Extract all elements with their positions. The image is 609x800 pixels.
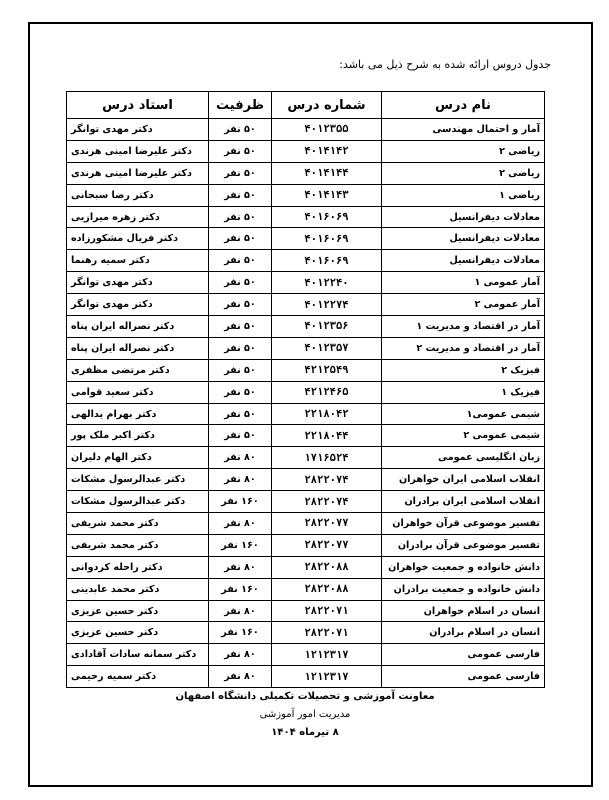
course-code: ۴۰۱۲۳۵۷: [272, 337, 382, 359]
course-name: انقلاب اسلامی ایران برادران: [382, 491, 545, 513]
teacher-name: دکتر بهرام یدالهی: [67, 403, 209, 425]
table-row: [67, 403, 545, 425]
header-course: نام درس: [382, 92, 545, 119]
capacity: ۵۰ نفر: [209, 250, 272, 272]
teacher-name: دکتر علیرضا امینی هرندی: [67, 162, 209, 184]
table-row: [67, 491, 545, 513]
teacher-name: دکتر نصراله ایران پناه: [67, 316, 209, 338]
table-row: [67, 622, 545, 644]
teacher-name: دکتر حسین عزیزی: [67, 600, 209, 622]
table-row: [67, 250, 545, 272]
course-name: دانش خانواده و جمعیت خواهران: [382, 556, 545, 578]
capacity: ۵۰ نفر: [209, 228, 272, 250]
capacity: ۵۰ نفر: [209, 184, 272, 206]
course-code: ۴۰۱۶۰۶۹: [272, 250, 382, 272]
capacity: ۵۰ نفر: [209, 316, 272, 338]
intro-text: جدول دروس ارائه شده به شرح ذیل می باشد:: [339, 58, 551, 71]
teacher-name: دکتر زهره میرازیی: [67, 206, 209, 228]
capacity: ۸۰ نفر: [209, 447, 272, 469]
capacity: ۵۰ نفر: [209, 381, 272, 403]
course-name: دانش خانواده و جمعیت برادران: [382, 578, 545, 600]
course-name: شیمی عمومی۱: [382, 403, 545, 425]
table-row: [67, 316, 545, 338]
course-code: ۲۸۲۲۰۸۸: [272, 578, 382, 600]
course-name: معادلات دیفرانسیل: [382, 206, 545, 228]
course-code: ۴۰۱۶۰۶۹: [272, 228, 382, 250]
table-row: [67, 337, 545, 359]
table-row: [67, 600, 545, 622]
course-name: انسان در اسلام خواهران: [382, 600, 545, 622]
course-code: ۱۲۱۲۳۱۷: [272, 644, 382, 666]
table-body: [67, 119, 545, 688]
teacher-name: دکتر سمیه رهنما: [67, 250, 209, 272]
course-code: ۴۲۱۲۴۶۵: [272, 381, 382, 403]
footer: [66, 688, 544, 742]
course-code: ۲۸۲۲۰۷۷: [272, 513, 382, 535]
teacher-name: دکتر مهدی توانگر: [67, 272, 209, 294]
course-code: ۴۲۱۲۵۴۹: [272, 359, 382, 381]
table-row: [67, 425, 545, 447]
table-row: [67, 119, 545, 141]
capacity: ۵۰ نفر: [209, 403, 272, 425]
capacity: ۱۶۰ نفر: [209, 534, 272, 556]
course-code: ۲۸۲۲۰۷۴: [272, 491, 382, 513]
capacity: ۱۶۰ نفر: [209, 491, 272, 513]
capacity: ۵۰ نفر: [209, 337, 272, 359]
course-name: آمار در اقتصاد و مدیریت ۱: [382, 316, 545, 338]
course-name: فیزیک ۲: [382, 359, 545, 381]
teacher-name: دکتر محمد شریفی: [67, 513, 209, 535]
teacher-name: دکتر عبدالرسول مشکات: [67, 469, 209, 491]
table-row: [67, 140, 545, 162]
table-row: [67, 666, 545, 688]
course-code: ۴۰۱۴۱۴۲: [272, 140, 382, 162]
teacher-name: دکتر حسین عزیزی: [67, 622, 209, 644]
teacher-name: دکتر سعید قوامی: [67, 381, 209, 403]
course-code: ۲۲۱۸۰۴۴: [272, 425, 382, 447]
capacity: ۵۰ نفر: [209, 162, 272, 184]
course-name: انقلاب اسلامی ایران خواهران: [382, 469, 545, 491]
capacity: ۵۰ نفر: [209, 140, 272, 162]
course-code: ۴۰۱۲۳۵۶: [272, 316, 382, 338]
course-name: فارسی عمومی: [382, 644, 545, 666]
course-name: فارسی عمومی: [382, 666, 545, 688]
course-name: انسان در اسلام برادران: [382, 622, 545, 644]
capacity: ۱۶۰ نفر: [209, 578, 272, 600]
course-name: معادلات دیفرانسیل: [382, 250, 545, 272]
table-row: [67, 644, 545, 666]
footer-date: ۸ تیرماه ۱۴۰۴: [271, 727, 339, 738]
table-row: [67, 272, 545, 294]
table-row: [67, 578, 545, 600]
course-code: ۲۸۲۲۰۷۱: [272, 600, 382, 622]
capacity: ۵۰ نفر: [209, 272, 272, 294]
capacity: ۱۶۰ نفر: [209, 622, 272, 644]
course-code: ۲۲۱۸۰۴۲: [272, 403, 382, 425]
teacher-name: دکتر مهدی توانگر: [67, 294, 209, 316]
course-name: آمار عمومی ۱: [382, 272, 545, 294]
table-header-row: [67, 92, 545, 119]
teacher-name: دکتر راحله کردوانی: [67, 556, 209, 578]
course-name: شیمی عمومی ۲: [382, 425, 545, 447]
course-name: تفسیر موضوعی قرآن برادران: [382, 534, 545, 556]
course-table: [66, 91, 545, 688]
course-code: ۴۰۱۲۳۵۵: [272, 119, 382, 141]
table-row: [67, 184, 545, 206]
course-name: فیزیک ۱: [382, 381, 545, 403]
capacity: ۵۰ نفر: [209, 359, 272, 381]
teacher-name: دکتر مهدی توانگر: [67, 119, 209, 141]
header-teacher: استاد درس: [67, 92, 209, 119]
capacity: ۸۰ نفر: [209, 644, 272, 666]
capacity: ۵۰ نفر: [209, 425, 272, 447]
course-name: ریاضی ۲: [382, 162, 545, 184]
teacher-name: دکتر نصراله ایران پناه: [67, 337, 209, 359]
table-row: [67, 534, 545, 556]
course-code: ۲۸۲۲۰۷۴: [272, 469, 382, 491]
table-row: [67, 359, 545, 381]
table-row: [67, 381, 545, 403]
header-capacity: ظرفیت: [209, 92, 272, 119]
table-row: [67, 556, 545, 578]
table-row: [67, 447, 545, 469]
capacity: ۸۰ نفر: [209, 469, 272, 491]
course-name: آمار در اقتصاد و مدیریت ۲: [382, 337, 545, 359]
header-code: شماره درس: [272, 92, 382, 119]
capacity: ۸۰ نفر: [209, 600, 272, 622]
course-code: ۴۰۱۲۲۴۰: [272, 272, 382, 294]
teacher-name: دکتر محمد عابدینی: [67, 578, 209, 600]
teacher-name: دکتر مرتضی مظفری: [67, 359, 209, 381]
course-name: ریاضی ۲: [382, 140, 545, 162]
capacity: ۵۰ نفر: [209, 294, 272, 316]
table-row: [67, 206, 545, 228]
course-code: ۴۰۱۴۱۴۳: [272, 184, 382, 206]
course-code: ۲۸۲۲۰۸۸: [272, 556, 382, 578]
table-row: [67, 228, 545, 250]
teacher-name: دکتر محمد شریفی: [67, 534, 209, 556]
table-row: [67, 162, 545, 184]
course-name: زبان انگلیسی عمومی: [382, 447, 545, 469]
teacher-name: دکتر عبدالرسول مشکات: [67, 491, 209, 513]
course-code: ۱۲۱۲۳۱۷: [272, 666, 382, 688]
course-code: ۲۸۲۲۰۷۱: [272, 622, 382, 644]
capacity: ۵۰ نفر: [209, 206, 272, 228]
course-name: آمار عمومی ۲: [382, 294, 545, 316]
teacher-name: دکتر سمیه رحیمی: [67, 666, 209, 688]
table-row: [67, 294, 545, 316]
teacher-name: دکتر رضا سبحانی: [67, 184, 209, 206]
course-name: تفسیر موضوعی قرآن خواهران: [382, 513, 545, 535]
course-name: معادلات دیفرانسیل: [382, 228, 545, 250]
footer-office: معاونت آموزشی و تحصیلات تکمیلی دانشگاه اصفهان: [175, 691, 435, 702]
course-name: آمار و احتمال مهندسی: [382, 119, 545, 141]
teacher-name: دکتر الهام دلیران: [67, 447, 209, 469]
teacher-name: دکتر علیرضا امینی هرندی: [67, 140, 209, 162]
capacity: ۵۰ نفر: [209, 119, 272, 141]
footer-department: مدیریت امور آموزشی: [259, 709, 351, 720]
capacity: ۸۰ نفر: [209, 556, 272, 578]
course-code: ۱۷۱۶۵۲۴: [272, 447, 382, 469]
course-name: ریاضی ۱: [382, 184, 545, 206]
table-row: [67, 513, 545, 535]
capacity: ۸۰ نفر: [209, 513, 272, 535]
course-code: ۴۰۱۴۱۴۴: [272, 162, 382, 184]
table-row: [67, 469, 545, 491]
course-code: ۴۰۱۶۰۶۹: [272, 206, 382, 228]
course-code: ۲۸۲۲۰۷۷: [272, 534, 382, 556]
capacity: ۸۰ نفر: [209, 666, 272, 688]
teacher-name: دکتر اکبر ملک پور: [67, 425, 209, 447]
teacher-name: دکتر سمانه سادات آقادادی: [67, 644, 209, 666]
course-code: ۴۰۱۲۲۷۴: [272, 294, 382, 316]
teacher-name: دکتر فریال مشکورزاده: [67, 228, 209, 250]
